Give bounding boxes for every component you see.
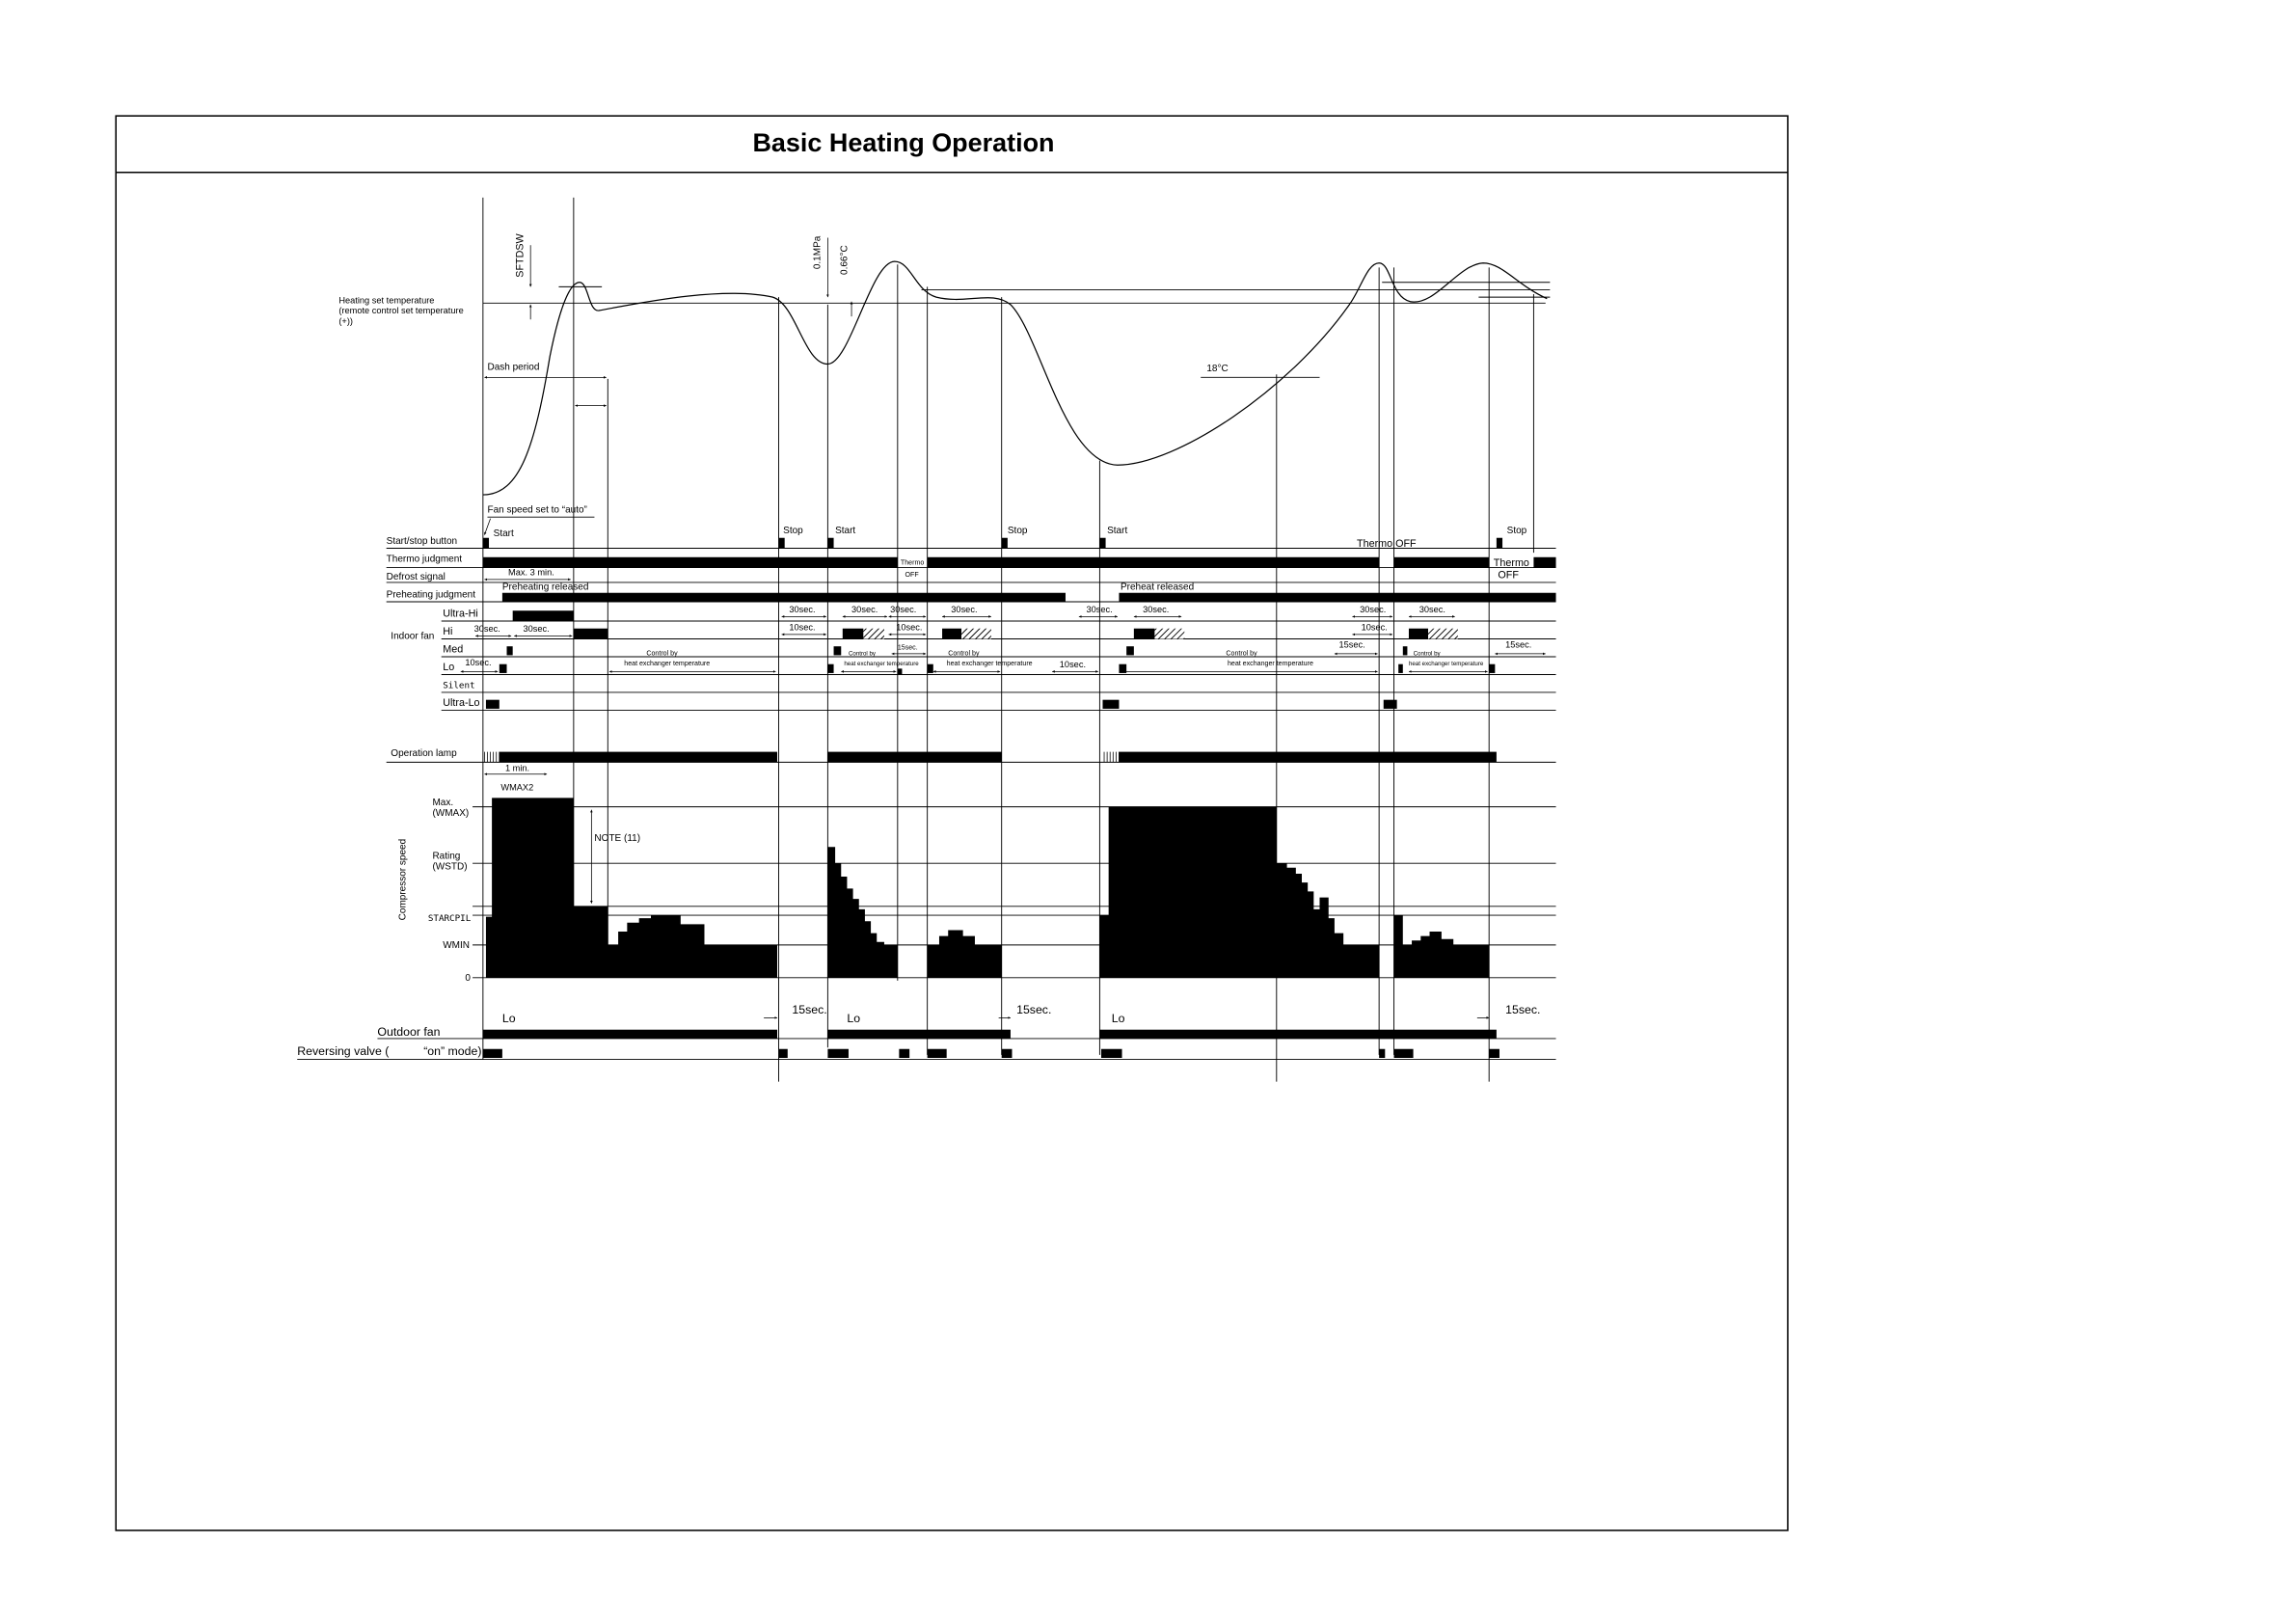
indoor-fan-speed-bar — [843, 629, 864, 639]
reversing-valve-on-block — [1489, 1049, 1499, 1058]
event-start: Start — [835, 526, 856, 537]
reversing-valve-on-block — [779, 1049, 788, 1058]
preheat-bar — [502, 593, 1066, 602]
control-by-label: Control by — [1226, 649, 1257, 658]
outdoor-fan-label: Outdoor fan — [377, 1024, 441, 1039]
preheat-bar — [1119, 593, 1555, 602]
reversing-valve-on-block — [899, 1049, 909, 1058]
preheating-judgment-label: Preheating judgment — [386, 589, 475, 601]
timer-30sec: 30sec. — [473, 623, 500, 634]
event-stop: Stop — [1506, 526, 1527, 537]
indoor-fan-speed-bar — [1384, 700, 1397, 709]
outdoor-lo-label: Lo — [1111, 1012, 1125, 1026]
page-frame — [116, 116, 1788, 1530]
compressor-rating-label: (WSTD) — [432, 861, 468, 873]
outdoor-15sec-label: 15sec. — [792, 1002, 827, 1016]
indoor-fan-speed-bar — [1126, 646, 1134, 655]
control-by-label: heat exchanger temperature — [1227, 660, 1313, 668]
reversing-valve-on-block — [1101, 1049, 1122, 1058]
timer-30sec: 30sec. — [789, 604, 816, 614]
control-by-label: Control by — [948, 649, 980, 658]
compressor-speed-block — [1394, 915, 1490, 978]
operation-lamp-bar — [827, 752, 1001, 763]
max-3min-label: Max. 3 min. — [508, 567, 554, 578]
compressor-speed-block — [486, 798, 777, 977]
reversing-valve-on-block — [1379, 1049, 1385, 1058]
control-by-label: heat exchanger temperature — [1408, 661, 1484, 668]
row-labels — [297, 295, 481, 1058]
indoor-fan-speed-bar — [486, 700, 500, 709]
page-title: Basic Heating Operation — [752, 128, 1055, 158]
indoor-fan-speed-bar — [513, 610, 574, 621]
start-stop-marker — [1099, 538, 1105, 549]
reversing-valve-on-block — [1002, 1049, 1013, 1058]
indoor-fan-controlled-hatch — [961, 629, 991, 639]
compressor-max-label: (WMAX) — [432, 807, 470, 819]
timer-15sec: 15sec. — [1338, 639, 1365, 650]
starcpil-label: STARCPIL — [427, 913, 472, 925]
timer-15sec: 15sec. — [1505, 639, 1532, 650]
event-thermo-off: Thermo OFF — [1357, 537, 1417, 550]
start-stop-marker — [827, 538, 833, 549]
event-stop: Stop — [783, 526, 803, 537]
event-start: Start — [493, 528, 514, 540]
operation-lamp-bar — [500, 752, 777, 763]
thermo-on-bar — [483, 557, 898, 568]
fan-auto-pointer — [484, 519, 490, 535]
indoor-fan-speed-bar — [834, 646, 842, 655]
wmax2-label: WMAX2 — [500, 782, 534, 793]
preheat-released-label: Preheat released — [1120, 582, 1195, 593]
reversing-valve-on-block — [483, 1049, 502, 1058]
thermo-on-bar — [928, 557, 1379, 568]
event-start: Start — [1107, 526, 1128, 537]
timer-30sec: 30sec. — [523, 623, 550, 634]
indoor-fan-controlled-hatch — [1154, 629, 1184, 639]
thermo-on-bar — [1394, 557, 1490, 568]
control-by-label: Control by — [1413, 650, 1441, 658]
timer-30sec: 30sec. — [890, 604, 917, 614]
indoor-fan-speed-bar — [574, 629, 608, 639]
control-by-label: Control by — [646, 649, 678, 658]
indoor-fan-controlled-hatch — [863, 629, 884, 639]
temp-diff-label: 0.66°C — [839, 245, 851, 275]
indoor-fan-controlled-hatch — [1428, 629, 1458, 639]
outdoor-fan-bar — [483, 1030, 777, 1039]
heating-set-temp-label: (remote control set temperature — [338, 306, 464, 316]
heating-set-temp-label: Heating set temperature — [338, 295, 435, 306]
start-stop-marker — [1002, 538, 1008, 549]
timer-10sec: 10sec. — [896, 622, 923, 633]
room-temperature-curve — [483, 261, 1547, 495]
start-stop-marker — [1497, 538, 1502, 549]
timer-10sec: 10sec. — [1059, 659, 1087, 669]
reversing-valve-label: “on” mode) — [423, 1043, 482, 1058]
indoor-fan-speed-bar — [827, 664, 833, 673]
sftdsw-label: SFTDSW — [514, 233, 527, 278]
indoor-fan-speed-bar — [1134, 629, 1155, 639]
compressor-speed-block — [928, 930, 1002, 977]
outdoor-fan-annotations — [502, 1003, 1541, 1025]
indoor-fan-speed-bar — [1398, 664, 1403, 673]
timer-30sec: 30sec. — [1418, 604, 1445, 614]
pressure-label: 0.1MPa — [812, 235, 824, 270]
fan-level-ultra-hi: Ultra-Hi — [443, 608, 478, 620]
fan-level-med: Med — [443, 643, 464, 656]
fan-level-silent: Silent — [443, 680, 475, 691]
one-min-label: 1 min. — [504, 763, 530, 773]
thermo-off-note: OFF — [905, 570, 919, 579]
indoor-fan-speed-bar — [500, 664, 507, 673]
operation-lamp-label: Operation lamp — [391, 748, 457, 760]
dash-period-label: Dash period — [487, 362, 540, 373]
reversing-valve-on-block — [928, 1049, 947, 1058]
fan-level-ultra-lo: Ultra-Lo — [443, 696, 480, 709]
timer-30sec: 30sec. — [1143, 604, 1170, 614]
timing-shapes — [297, 198, 1555, 1082]
thermo-judgment-label: Thermo judgment — [386, 554, 463, 565]
indoor-fan-speed-bar — [1403, 646, 1408, 655]
compressor-rating-label: Rating — [432, 851, 461, 862]
outdoor-lo-label: Lo — [501, 1012, 516, 1026]
outdoor-15sec-label: 15sec. — [1505, 1002, 1541, 1016]
fan-level-lo: Lo — [443, 661, 455, 673]
control-by-label: heat exchanger temperature — [624, 660, 711, 668]
preheating-released-label: Preheating released — [501, 582, 589, 593]
timer-30sec: 30sec. — [851, 604, 878, 614]
timer-30sec: 30sec. — [1360, 604, 1387, 614]
heating-set-temp-label: (+)) — [338, 315, 353, 326]
indoor-fan-label: Indoor fan — [391, 631, 435, 642]
event-stop: Stop — [1007, 526, 1028, 537]
temperature-annotations — [487, 232, 1228, 515]
thermo-on-bar — [1533, 557, 1555, 568]
control-by-label: heat exchanger temperature — [946, 660, 1033, 668]
operation-lamp-bar — [1119, 752, 1496, 763]
control-by-label: Control by — [848, 650, 877, 658]
indoor-fan-speed-bar — [1409, 629, 1428, 639]
reversing-valve-on-block — [827, 1049, 849, 1058]
compressor-speed-block — [827, 847, 897, 978]
thermo-off-note: OFF — [1498, 569, 1519, 582]
note-label: NOTE (11) — [594, 833, 641, 845]
outdoor-fan-bar — [827, 1030, 1011, 1039]
control-blocks — [624, 649, 1484, 667]
start-stop-marker — [483, 538, 489, 549]
timer-30sec: 30sec. — [951, 604, 978, 614]
timer-15sec: 15sec. — [897, 643, 918, 652]
start-stop-marker — [779, 538, 785, 549]
outdoor-fan-bar — [1099, 1030, 1496, 1039]
start-stop-label: Start/stop button — [386, 535, 458, 547]
indoor-fan-speed-bar — [898, 668, 903, 674]
fan-auto-label: Fan speed set to “auto” — [487, 504, 587, 516]
thermo-off-note: Thermo — [1493, 557, 1529, 570]
zero-label: 0 — [465, 972, 471, 984]
timer-30sec: 30sec. — [1086, 604, 1113, 614]
temp-18-label: 18°C — [1206, 364, 1229, 375]
compressor-max-label: Max. — [432, 798, 454, 809]
indoor-fan-speed-bar — [928, 664, 933, 673]
compressor-speed-axis-label: Compressor speed — [397, 838, 409, 921]
reversing-valve-label: Reversing valve ( — [297, 1043, 390, 1058]
indoor-fan-speed-bar — [1489, 664, 1495, 673]
control-by-label: heat exchanger temperature — [844, 661, 919, 668]
indoor-fan-speed-bar — [942, 629, 961, 639]
timer-10sec: 10sec. — [789, 622, 816, 633]
thermo-off-note: Thermo — [900, 558, 925, 567]
indoor-fan-speed-bar — [507, 646, 513, 655]
reversing-valve-on-block — [1394, 1049, 1414, 1058]
fan-level-hi: Hi — [443, 625, 453, 637]
timer-10sec: 10sec. — [1361, 622, 1388, 633]
outdoor-lo-label: Lo — [847, 1012, 861, 1026]
defrost-signal-label: Defrost signal — [386, 571, 446, 582]
indoor-fan-speed-bar — [1119, 664, 1126, 673]
wmin-label: WMIN — [443, 939, 471, 951]
timer-10sec: 10sec. — [465, 658, 492, 668]
indoor-fan-speed-bar — [1102, 700, 1119, 709]
outdoor-15sec-label: 15sec. — [1016, 1002, 1052, 1016]
compressor-speed-block — [1099, 807, 1379, 978]
